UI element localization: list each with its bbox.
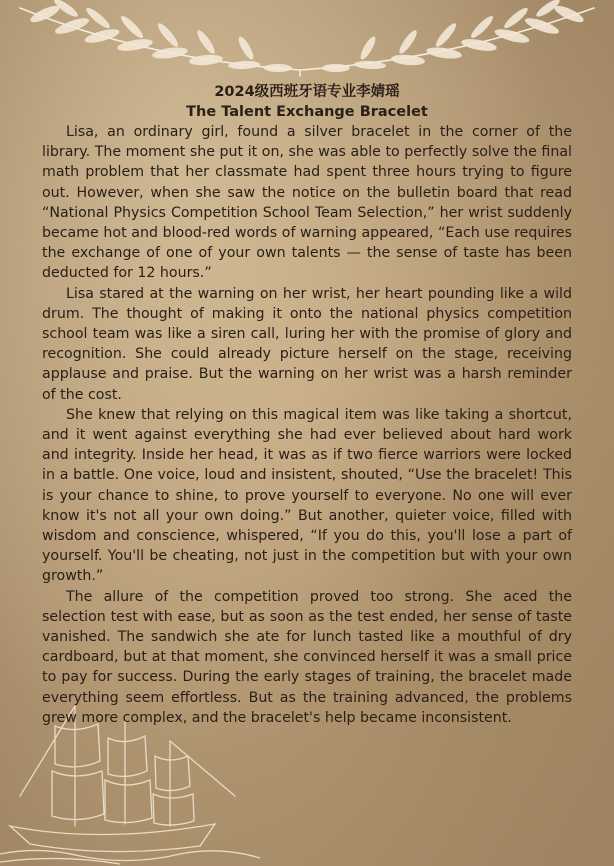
laurel-wreath-decoration xyxy=(0,0,614,80)
paragraph-3: She knew that relying on this magical item was like taking a shortcut, and it went against everything she had ever believed about hard work and integrity. Inside her head, it was as if two fierce warriors were locked in a battle. One voice, loud and insistent, shouted, “Use the bracelet! This is your chance to shine, to prove yourself to everyone. No one will ever know it's not all your own doing.” But another, quieter voice, filled with wisdom and conscience, whispered, “If you do this, you'll lose a part of yourself. You'll be cheating, not just in the competition but with your own growth.” xyxy=(42,406,572,585)
paragraph-4: The allure of the competition proved too strong. She aced the selection test with ease, but as soon as the test ended, her sense of taste vanished. The sandwich she ate for lunch tasted like a mouthful of dry cardboard, but at that moment, she convinced herself it was a small price to pay for success. During the early stages of training, the bracelet made everything seem effortless. But as the training advanced, the problems grew more complex, and the bracelet's help became inconsistent. xyxy=(42,588,572,726)
story-title: The Talent Exchange Bracelet xyxy=(186,104,428,120)
paragraph-2: Lisa stared at the warning on her wrist, her heart pounding like a wild drum. The thought of making it onto the national physics competition school team was like a siren call, luring her with the promise of glory and recognition. She could already picture herself on the stage, receiving applause and praise. But the warning on her wrist was a harsh reminder of the cost. xyxy=(42,285,572,403)
document-body xyxy=(42,82,572,728)
author-heading: 2024级西班牙语专业李婧瑶 xyxy=(214,84,400,100)
paragraph-1: Lisa, an ordinary girl, found a silver bracelet in the corner of the library. The moment she put it on, she was able to perfectly solve the final math problem that her classmate had spent three hours trying to figure out. However, when she saw the notice on the bulletin board that read “National Physics Competition School Team Selection,” her wrist suddenly became hot and blood-red words of warning appeared, “Each use requires the exchange of one of your own talents — the sense of taste has been deducted for 12 hours.” xyxy=(42,124,572,282)
